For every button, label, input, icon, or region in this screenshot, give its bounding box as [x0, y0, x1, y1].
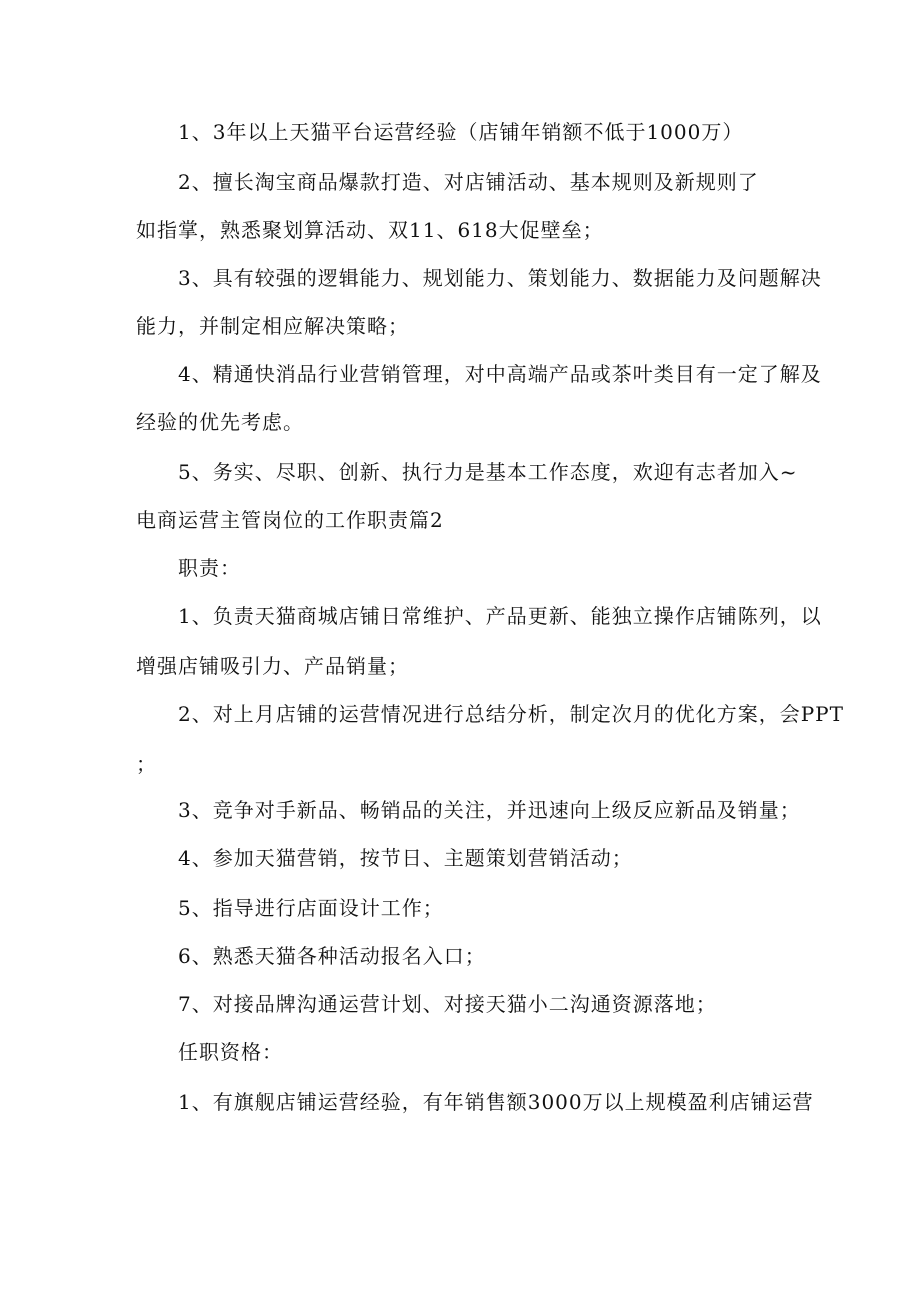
section-heading: 电商运营主管岗位的工作职责篇2 [136, 508, 444, 532]
paragraph-line: 2、擅长淘宝商品爆款打造、对店铺活动、基本规则及新规则了 [178, 170, 759, 194]
paragraph-line: 如指掌，熟悉聚划算活动、双11、618大促壁垒； [136, 218, 604, 242]
paragraph-line: 经验的优先考虑。 [136, 410, 304, 434]
paragraph-line: 7、对接品牌沟通运营计划、对接天猫小二沟通资源落地； [178, 992, 717, 1016]
paragraph-line: 1、有旗舰店铺运营经验，有年销售额3000万以上规模盈利店铺运营 [178, 1090, 814, 1114]
paragraph-line: 4、精通快消品行业营销管理，对中高端产品或茶叶类目有一定了解及 [178, 362, 822, 386]
paragraph-line: 增强店铺吸引力、产品销量； [136, 654, 409, 678]
paragraph-line: 3、竞争对手新品、畅销品的关注，并迅速向上级反应新品及销量； [178, 798, 801, 822]
paragraph-line: 6、熟悉天猫各种活动报名入口； [178, 944, 486, 968]
subheading-duties: 职责： [178, 556, 241, 580]
subheading-qualifications: 任职资格： [178, 1040, 283, 1064]
paragraph-line: ； [136, 752, 157, 776]
paragraph-line: 能力，并制定相应解决策略； [136, 314, 409, 338]
paragraph-line: 3、具有较强的逻辑能力、规划能力、策划能力、数据能力及问题解决 [178, 266, 822, 290]
paragraph-line: 4、参加天猫营销，按节日、主题策划营销活动； [178, 846, 633, 870]
paragraph-line: 2、对上月店铺的运营情况进行总结分析，制定次月的优化方案，会PPT [178, 702, 844, 726]
paragraph-line: 1、负责天猫商城店铺日常维护、产品更新、能独立操作店铺陈列，以 [178, 604, 822, 628]
paragraph-line: 1、3年以上天猫平台运营经验（店铺年销额不低于1000万） [178, 120, 744, 144]
paragraph-line: 5、指导进行店面设计工作； [178, 896, 444, 920]
paragraph-line: 5、务实、尽职、创新、执行力是基本工作态度，欢迎有志者加入~ [178, 460, 798, 484]
